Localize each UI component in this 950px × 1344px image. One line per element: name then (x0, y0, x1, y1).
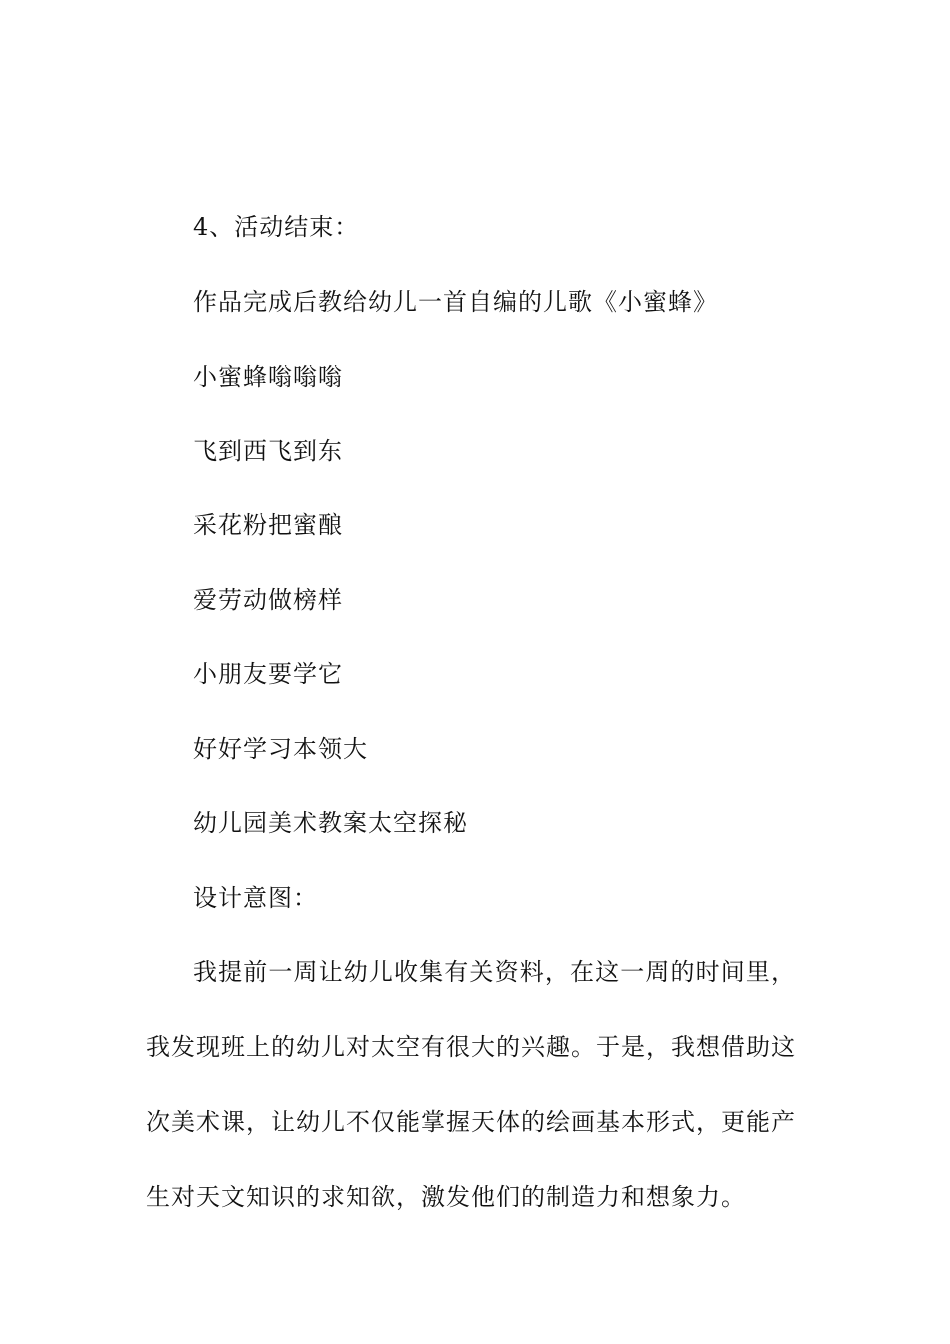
poem-line-3: 采花粉把蜜酿 (193, 511, 343, 539)
design-intent-heading: 设计意图： (193, 884, 318, 912)
poem-line-5: 小朋友要学它 (193, 660, 343, 688)
poem-line-2: 飞到西飞到东 (193, 437, 343, 465)
poem-line-1: 小蜜蜂嗡嗡嗡 (193, 363, 343, 391)
poem-line-4: 爱劳动做榜样 (193, 586, 343, 614)
poem-line-6: 好好学习本领大 (193, 735, 368, 763)
design-intent-paragraph: 我提前一周让幼儿收集有关资料，在这一周的时间里，我发现班上的幼儿对太空有很大的兴趣。于是，我想借助这次美术课，让幼儿不仅能掌握天体的绘画基本形式，更能产生对天文知识的求知欲，激发他们的制造力和想象力。 (146, 958, 796, 1211)
text-line-intro: 作品完成后教给幼儿一首自编的儿歌《小蜜蜂》 (193, 288, 718, 316)
section-heading-activity-end: 4、活动结束： (193, 213, 360, 241)
lesson-title: 幼儿园美术教案太空探秘 (193, 809, 468, 837)
